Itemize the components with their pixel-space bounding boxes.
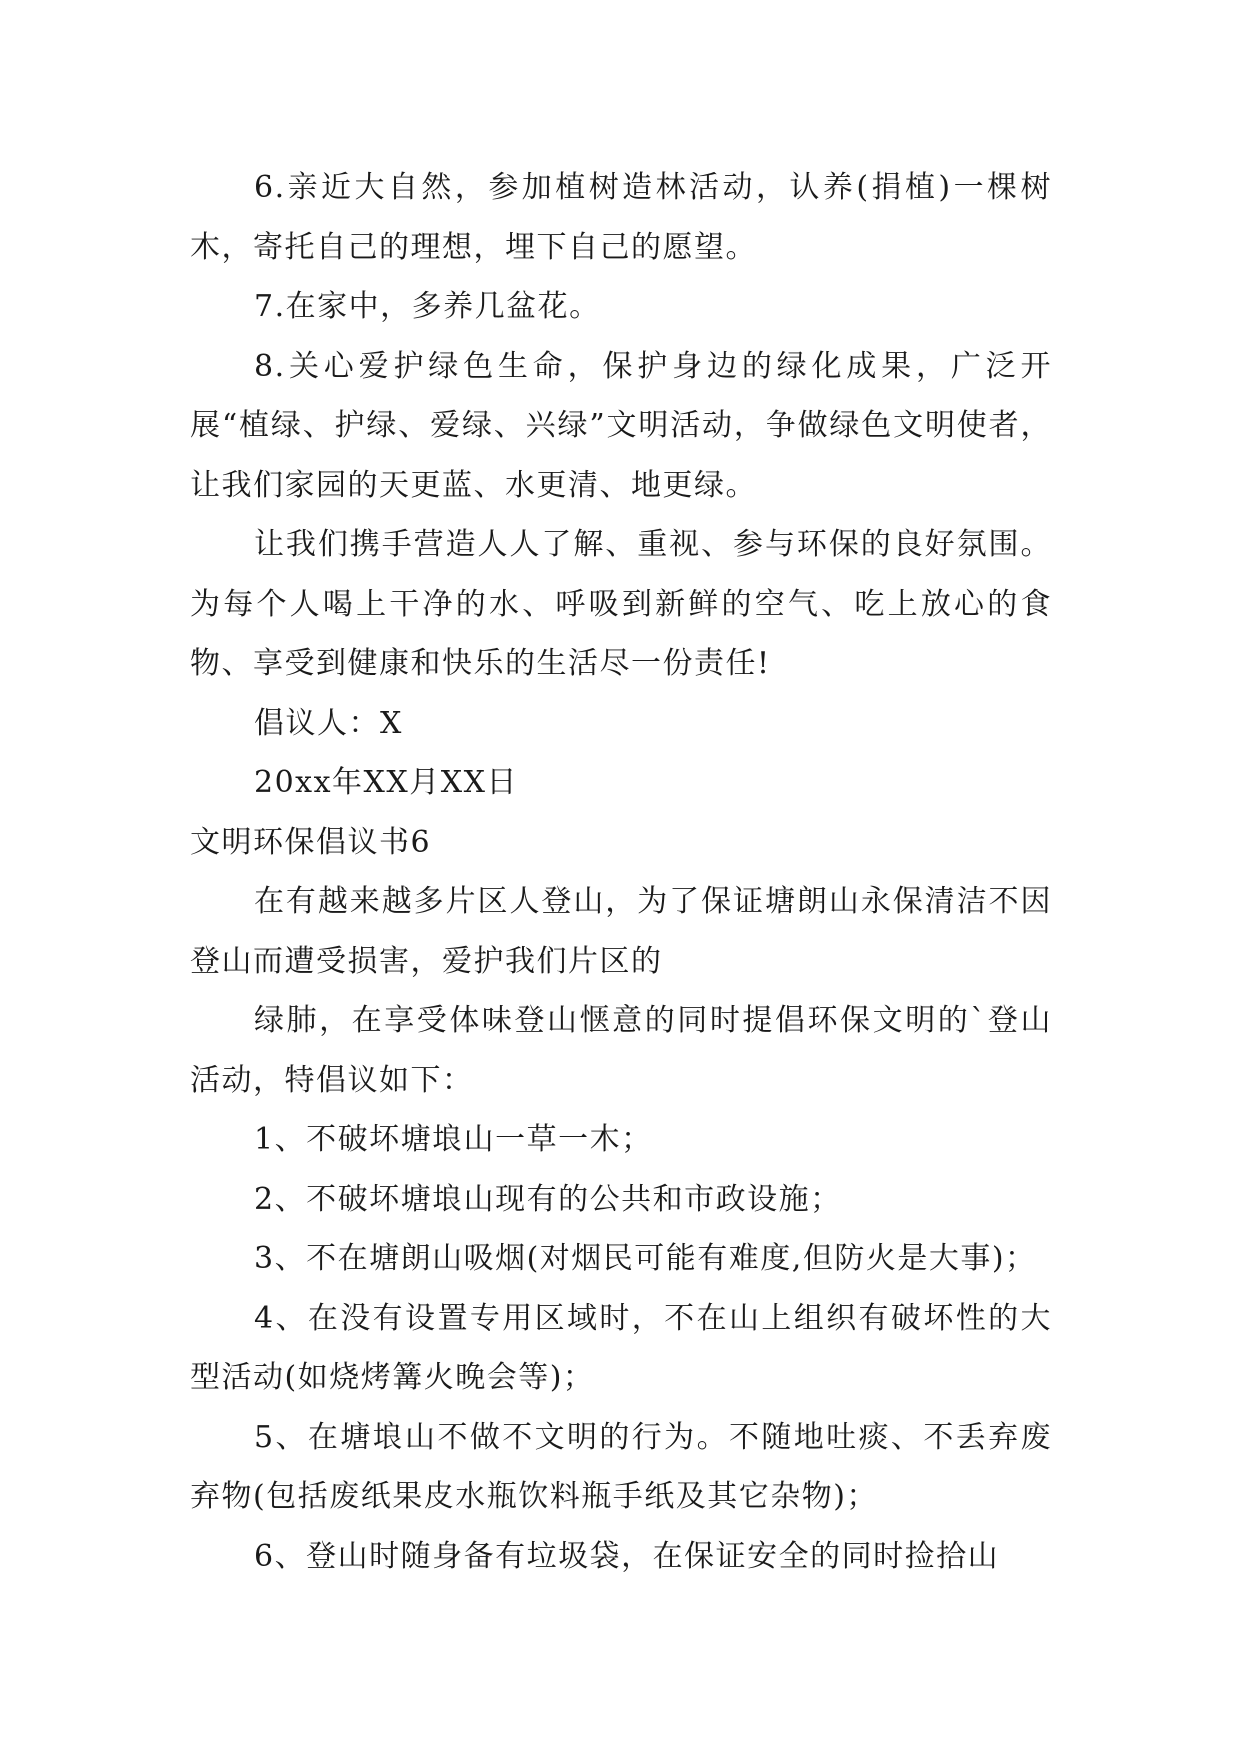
paragraph-item-7-flowers: 7.在家中，多养几盆花。 [254,289,601,324]
paragraph-intro-part-1: 在有越来越多片区人登山，为了保证塘朗山永保清洁不因登山而遭受损害，爱护我们片区的 [190,884,1052,979]
signature-date: 20xx年XX月XX日 [254,765,518,800]
list-item-2: 2、不破坏塘埌山现有的公共和市政设施； [254,1181,842,1217]
signature-proposer: 倡议人：X [254,705,403,741]
paragraph-closing-appeal: 让我们携手营造人人了解、重视、参与环保的良好氛围。为每个人喝上干净的水、呼吸到新鲜的空气、吃上放心的食物、享受到健康和快乐的生活尽一份责任! [190,527,1052,681]
paragraph-item-8-green-life: 8.关心爱护绿色生命，保护身边的绿化成果，广泛开展“植绿、护绿、爱绿、兴绿”文明活动，争做绿色文明使者，让我们家园的天更蓝、水更清、地更绿。 [190,348,1052,503]
paragraph-item-6-tree-planting: 6.亲近大自然，参加植树造林活动，认养(捐植)一棵树木，寄托自己的理想，埋下自己的愿望。 [190,170,1052,265]
list-item-3: 3、不在塘朗山吸烟(对烟民可能有难度,但防火是大事)； [254,1241,1037,1276]
list-item-6: 6、登山时随身备有垃圾袋，在保证安全的同时捡拾山 [254,1538,1000,1574]
paragraph-intro-part-2: 绿肺，在享受体味登山惬意的同时提倡环保文明的`登山活动，特倡议如下： [190,1003,1052,1098]
document-body [190,158,1052,1586]
section-heading: 文明环保倡议书6 [190,824,432,860]
list-item-4: 4、在没有设置专用区域时，不在山上组织有破坏性的大型活动(如烧烤篝火晚会等)； [190,1300,1052,1395]
list-item-5: 5、在塘埌山不做不文明的行为。不随地吐痰、不丢弃废弃物(包括废纸果皮水瓶饮料瓶手纸及其它杂物)； [190,1419,1052,1514]
list-item-1: 1、不破坏塘埌山一草一木； [254,1122,653,1157]
